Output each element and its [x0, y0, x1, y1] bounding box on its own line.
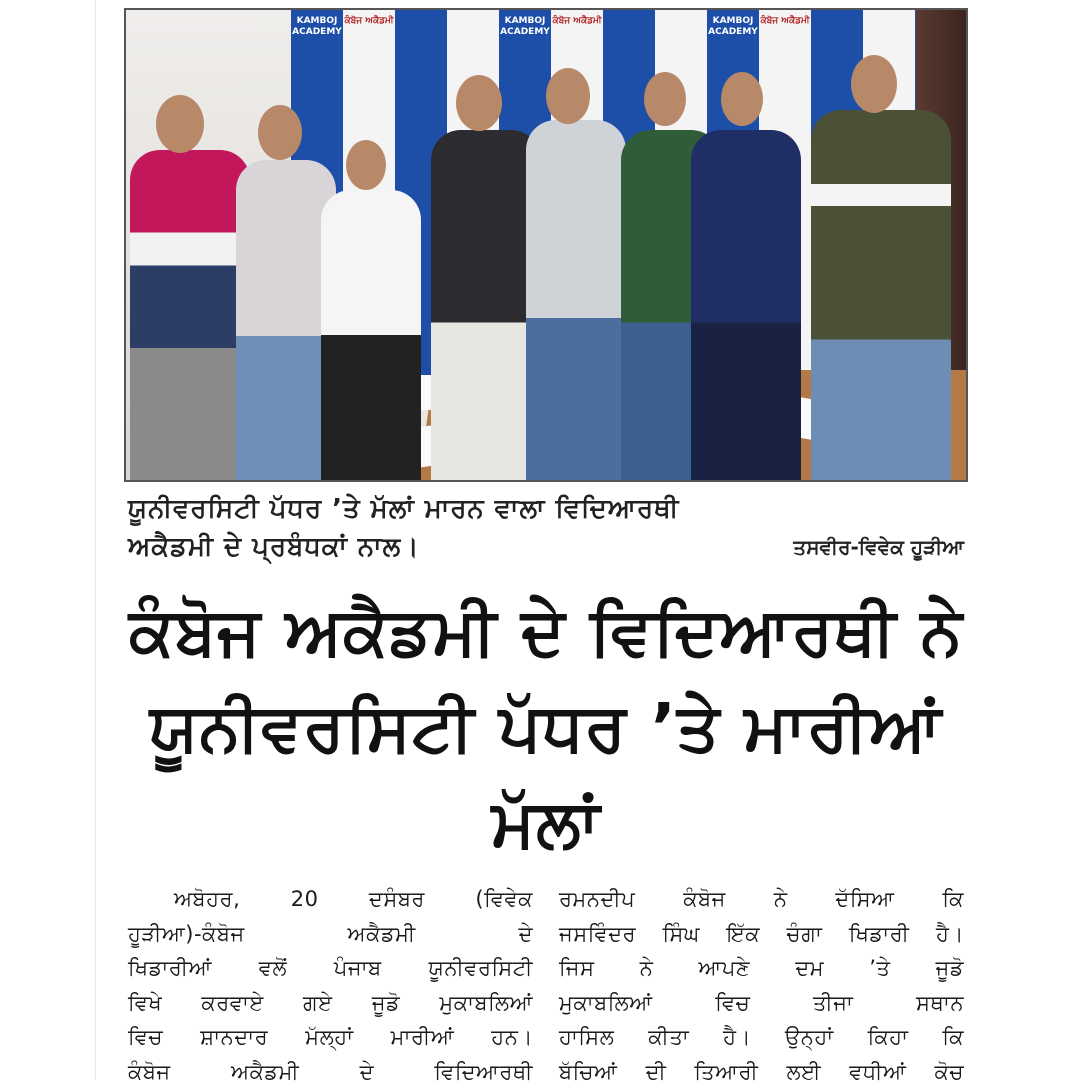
backdrop-brand-tile: KAMBOJ ACADEMY	[707, 16, 759, 38]
backdrop-brand-tile: KAMBOJ ACADEMY	[499, 16, 551, 38]
body-line: ਅਬੋਹਰ, 20 ਦਸੰਬਰ (ਵਿਵੇਕ	[128, 882, 533, 917]
body-line: ਜਿਸ ਨੇ ਆਪਣੇ ਦਮ ’ਤੇ ਜੂਡੋ	[559, 951, 964, 986]
person-head	[851, 55, 897, 113]
backdrop-brand-tile: KAMBOJ ACADEMY	[291, 16, 343, 38]
person-head	[156, 95, 204, 153]
article-body	[128, 882, 964, 1089]
person-head	[644, 72, 686, 126]
headline-line-1: ਕੰਬੋਜ ਅਕੈਡਮੀ ਦੇ ਵਿਦਿਆਰਥੀ ਨੇ	[128, 584, 964, 680]
photo-caption-line-1	[128, 490, 964, 528]
body-line: ਵਿਖੇ ਕਰਵਾਏ ਗਏ ਜੂਡੋ ਮੁਕਾਬਲਿਆਂ	[128, 986, 533, 1021]
news-photo	[124, 8, 968, 482]
article-column-left	[128, 882, 533, 1089]
body-line: ਮੁਕਾਬਲਿਆਂ ਵਿਚ ਤੀਜਾ ਸਥਾਨ	[559, 986, 964, 1021]
headline	[128, 584, 964, 872]
backdrop-brand-tile-punjabi: ਕੰਬੋਜ ਅਕੈਡਮੀ	[343, 16, 395, 27]
person-head	[258, 105, 302, 160]
page-margin-divider	[95, 0, 96, 1080]
body-line: ਬੱਚਿਆਂ ਦੀ ਤਿਆਰੀ ਲਈ ਵਧੀਆਂ ਕੋਚ	[559, 1055, 964, 1089]
body-line: ਵਿਚ ਸ਼ਾਨਦਾਰ ਮੱਲ੍ਹਾਂ ਮਾਰੀਆਂ ਹਨ।	[128, 1020, 533, 1055]
person-head	[721, 72, 763, 126]
body-line: ਹੂੜੀਆ)-ਕੰਬੋਜ ਅਕੈਡਮੀ ਦੇ	[128, 917, 533, 952]
body-line: ਜਸਵਿੰਦਰ ਸਿੰਘ ਇੱਕ ਚੰਗਾ ਖਿਡਾਰੀ ਹੈ।	[559, 917, 964, 952]
article-text-area	[128, 490, 964, 1089]
person-figure	[811, 110, 951, 480]
caption-text: ਅਕੈਡਮੀ ਦੇ ਪ੍ਰਬੰਧਕਾਂ ਨਾਲ।	[128, 528, 420, 566]
body-line: ਰਮਨਦੀਪ ਕੰਬੋਜ ਨੇ ਦੱਸਿਆ ਕਿ	[559, 882, 964, 917]
caption-text: ਯੂਨੀਵਰਸਿਟੀ ਪੱਧਰ ’ਤੇ ਮੱਲਾਂ ਮਾਰਨ ਵਾਲਾ ਵਿਦਿਆਰਥੀ	[128, 494, 679, 524]
person-head	[456, 75, 502, 131]
photo-caption-line-2	[128, 528, 964, 566]
photo-credit: ਤਸਵੀਰ-ਵਿਵੇਕ ਹੂੜੀਆ	[793, 528, 964, 566]
person-head	[346, 140, 386, 190]
headline-line-2: ਯੂਨੀਵਰਸਿਟੀ ਪੱਧਰ ’ਤੇ ਮਾਰੀਆਂ ਮੱਲਾਂ	[128, 680, 964, 872]
person-figure	[691, 130, 801, 480]
backdrop-brand-tile-punjabi: ਕੰਬੋਜ ਅਕੈਡਮੀ	[759, 16, 811, 27]
person-figure	[321, 190, 421, 480]
article-column-right	[559, 882, 964, 1089]
body-line: ਹਾਸਿਲ ਕੀਤਾ ਹੈ। ਉਨ੍ਹਾਂ ਕਿਹਾ ਕਿ	[559, 1020, 964, 1055]
person-figure	[130, 150, 250, 480]
person-figure	[526, 120, 626, 480]
body-line: ਕੰਬੋਜ ਅਕੈਡਮੀ ਦੇ ਵਿਦਿਆਰਥੀ	[128, 1055, 533, 1089]
backdrop-brand-tile-punjabi: ਕੰਬੋਜ ਅਕੈਡਮੀ	[551, 16, 603, 27]
person-head	[546, 68, 590, 124]
person-figure	[431, 130, 541, 480]
body-line: ਖਿਡਾਰੀਆਂ ਵਲੋਂ ਪੰਜਾਬ ਯੂਨੀਵਰਸਿਟੀ	[128, 951, 533, 986]
